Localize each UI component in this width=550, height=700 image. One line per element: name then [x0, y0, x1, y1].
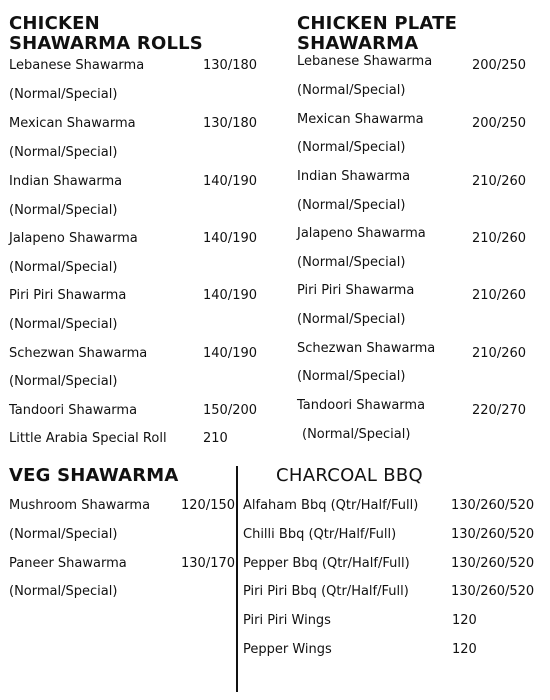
bbq-item-price: 130/260/520: [451, 527, 535, 542]
veg-item-price: 120/150: [181, 498, 236, 513]
rolls-item-variant: (Normal/Special): [9, 260, 118, 275]
plate-item-price: 200/250: [472, 58, 527, 73]
rolls-item-name: Piri Piri Shawarma: [9, 288, 127, 303]
rolls-item-variant: (Normal/Special): [9, 145, 118, 160]
rolls-item-variant: (Normal/Special): [9, 317, 118, 332]
rolls-item-price: 130/180: [203, 58, 258, 73]
rolls-item-price: 150/200: [203, 403, 258, 418]
plate-item-name: Mexican Shawarma: [297, 112, 424, 127]
rolls-item-name: Lebanese Shawarma: [9, 58, 145, 73]
rolls-item-variant: (Normal/Special): [9, 87, 118, 102]
bbq-item-name: Pepper Wings: [243, 642, 332, 657]
bbq-item-name: Chilli Bbq (Qtr/Half/Full): [243, 527, 397, 542]
plate-item-price: 200/250: [472, 116, 527, 131]
bbq-item-price: 120: [452, 613, 477, 628]
bbq-item-price: 130/260/520: [451, 556, 535, 571]
rolls-item-name: Jalapeno Shawarma: [9, 231, 138, 246]
veg-item-name: Paneer Shawarma: [9, 556, 127, 571]
plate-title-line1: CHICKEN PLATE: [297, 13, 458, 34]
plate-item-price: 210/260: [472, 231, 527, 246]
plate-item-name: Schezwan Shawarma: [297, 341, 436, 356]
bbq-item-price: 120: [452, 642, 477, 657]
rolls-item-name: Little Arabia Special Roll: [9, 431, 167, 446]
plate-item-name: Jalapeno Shawarma: [297, 226, 426, 241]
rolls-item-variant: (Normal/Special): [9, 374, 118, 389]
plate-item-variant: (Normal/Special): [297, 369, 406, 384]
bbq-item-price: 130/260/520: [451, 584, 535, 599]
rolls-item-name: Indian Shawarma: [9, 174, 123, 189]
rolls-item-price: 140/190: [203, 346, 258, 361]
plate-item-price: 210/260: [472, 288, 527, 303]
veg-item-name: Mushroom Shawarma: [9, 498, 151, 513]
rolls-title-line2: SHAWARMA ROLLS: [9, 33, 203, 54]
veg-item-variant: (Normal/Special): [9, 584, 118, 599]
plate-item-variant: (Normal/Special): [297, 312, 406, 327]
plate-item-price: 210/260: [472, 346, 527, 361]
bbq-item-name: Pepper Bbq (Qtr/Half/Full): [243, 556, 410, 571]
rolls-item-price: 140/190: [203, 174, 258, 189]
veg-title: VEG SHAWARMA: [9, 465, 179, 486]
plate-item-variant: (Normal/Special): [297, 140, 406, 155]
rolls-item-price: 140/190: [203, 231, 258, 246]
rolls-item-variant: (Normal/Special): [9, 203, 118, 218]
bbq-item-name: Piri Piri Bbq (Qtr/Half/Full): [243, 584, 409, 599]
plate-item-variant: (Normal/Special): [302, 427, 411, 442]
bbq-title: CHARCOAL BBQ: [276, 465, 423, 486]
rolls-item-price: 140/190: [203, 288, 258, 303]
rolls-item-name: Schezwan Shawarma: [9, 346, 148, 361]
column-divider: [236, 466, 238, 692]
plate-item-name: Tandoori Shawarma: [297, 398, 426, 413]
plate-title-line2: SHAWARMA: [297, 33, 419, 54]
rolls-item-price: 210: [203, 431, 228, 446]
rolls-item-name: Tandoori Shawarma: [9, 403, 138, 418]
plate-item-name: Lebanese Shawarma: [297, 54, 433, 69]
veg-item-variant: (Normal/Special): [9, 527, 118, 542]
rolls-item-name: Mexican Shawarma: [9, 116, 136, 131]
plate-item-variant: (Normal/Special): [297, 83, 406, 98]
bbq-item-name: Piri Piri Wings: [243, 613, 331, 628]
plate-item-price: 210/260: [472, 174, 527, 189]
plate-item-name: Indian Shawarma: [297, 169, 411, 184]
plate-item-variant: (Normal/Special): [297, 198, 406, 213]
veg-item-price: 130/170: [181, 556, 236, 571]
rolls-title-line1: CHICKEN: [9, 13, 100, 34]
bbq-item-name: Alfaham Bbq (Qtr/Half/Full): [243, 498, 419, 513]
plate-item-variant: (Normal/Special): [297, 255, 406, 270]
rolls-item-price: 130/180: [203, 116, 258, 131]
plate-item-price: 220/270: [472, 403, 527, 418]
bbq-item-price: 130/260/520: [451, 498, 535, 513]
plate-item-name: Piri Piri Shawarma: [297, 283, 415, 298]
